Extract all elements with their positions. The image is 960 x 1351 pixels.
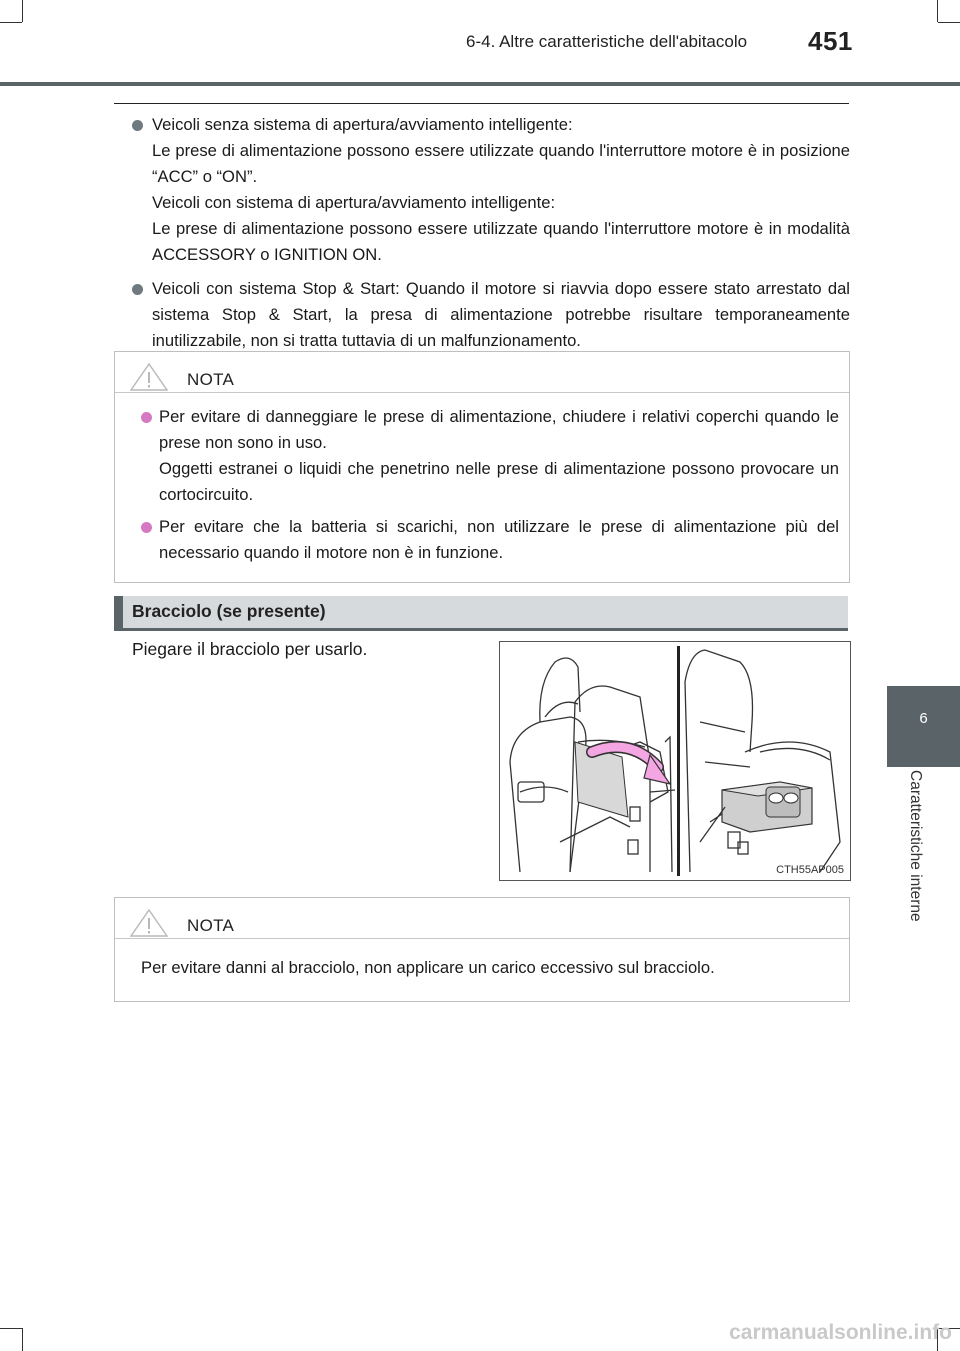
chapter-label: Caratteristiche interne — [907, 770, 924, 922]
crop-mark — [0, 1328, 22, 1329]
crop-mark — [0, 22, 22, 23]
armrest-drawing — [500, 642, 850, 880]
page-number: 451 — [808, 26, 853, 56]
list-item — [141, 514, 839, 566]
armrest-illustration — [499, 641, 851, 881]
chapter-number: 6 — [919, 710, 928, 727]
note-divider — [115, 938, 849, 939]
crop-mark — [937, 0, 938, 22]
section-edge — [114, 596, 123, 631]
note-divider — [115, 392, 849, 393]
chapter-tab[interactable] — [887, 686, 960, 767]
section-title: Bracciolo (se presente) — [132, 601, 326, 621]
note-box — [114, 351, 850, 583]
bullet-icon — [132, 120, 143, 131]
note-text: Per evitare di danneggiare le prese di alimentazione, chiudere i relativi coperchi quando le prese non sono in uso. Oggetti estranei o liquidi che penetrino nelle prese di alimentazione possono provocare un cortocircuito. — [159, 407, 839, 504]
chapter-label-container — [906, 770, 926, 960]
note-box — [114, 897, 850, 1002]
header-rule — [0, 82, 960, 86]
crop-mark — [22, 0, 23, 22]
list-item — [141, 404, 839, 508]
instruction-text: Piegare il bracciolo per usarlo. — [132, 639, 368, 659]
note-label: NOTA — [187, 370, 235, 389]
note-label: NOTA — [187, 916, 235, 935]
warning-triangle-icon — [129, 908, 169, 938]
list-item — [132, 276, 850, 354]
bullet-icon — [141, 522, 152, 533]
watermark: carmanualsonline.info — [729, 1321, 952, 1344]
header-title: 6-4. Altre caratteristiche dell'abitacolo — [466, 32, 748, 51]
intro-bullets — [132, 112, 850, 362]
bullet-icon — [132, 284, 143, 295]
bullet-text: Veicoli senza sistema di apertura/avviamento intelligente: Le prese di alimentazione possono essere utilizzate quando l'interruttore motore è in posizione “ACC” o “ON”. Veicoli con sistema di apertura/avviamento intelligente: Le prese di alimentazione possono essere utilizzate quando l'interruttore motore è in modalità ACCESSORY o IGNITION ON. — [152, 115, 850, 264]
content-top-rule — [114, 103, 849, 104]
crop-mark — [22, 1328, 23, 1351]
bullet-text: Veicoli con sistema Stop & Start: Quando il motore si riavvia dopo essere stato arrestato dal sistema Stop & Start, la presa di alimentazione potrebbe risultare temporaneamente inutilizzabile, non si tratta tuttavia di un malfunzionamento. — [152, 279, 850, 350]
crop-mark — [938, 22, 960, 23]
warning-triangle-icon — [129, 362, 169, 392]
note-text: Per evitare che la batteria si scarichi, non utilizzare le prese di alimentazione più del necessario quando il motore non è in funzione. — [159, 517, 839, 562]
note-body — [141, 404, 839, 572]
figure-code: CTH55AP005 — [776, 864, 844, 876]
section-heading — [114, 596, 848, 631]
list-item — [132, 112, 850, 268]
bullet-icon — [141, 412, 152, 423]
note-text: Per evitare danni al bracciolo, non applicare un carico eccessivo sul bracciolo. — [141, 958, 715, 977]
